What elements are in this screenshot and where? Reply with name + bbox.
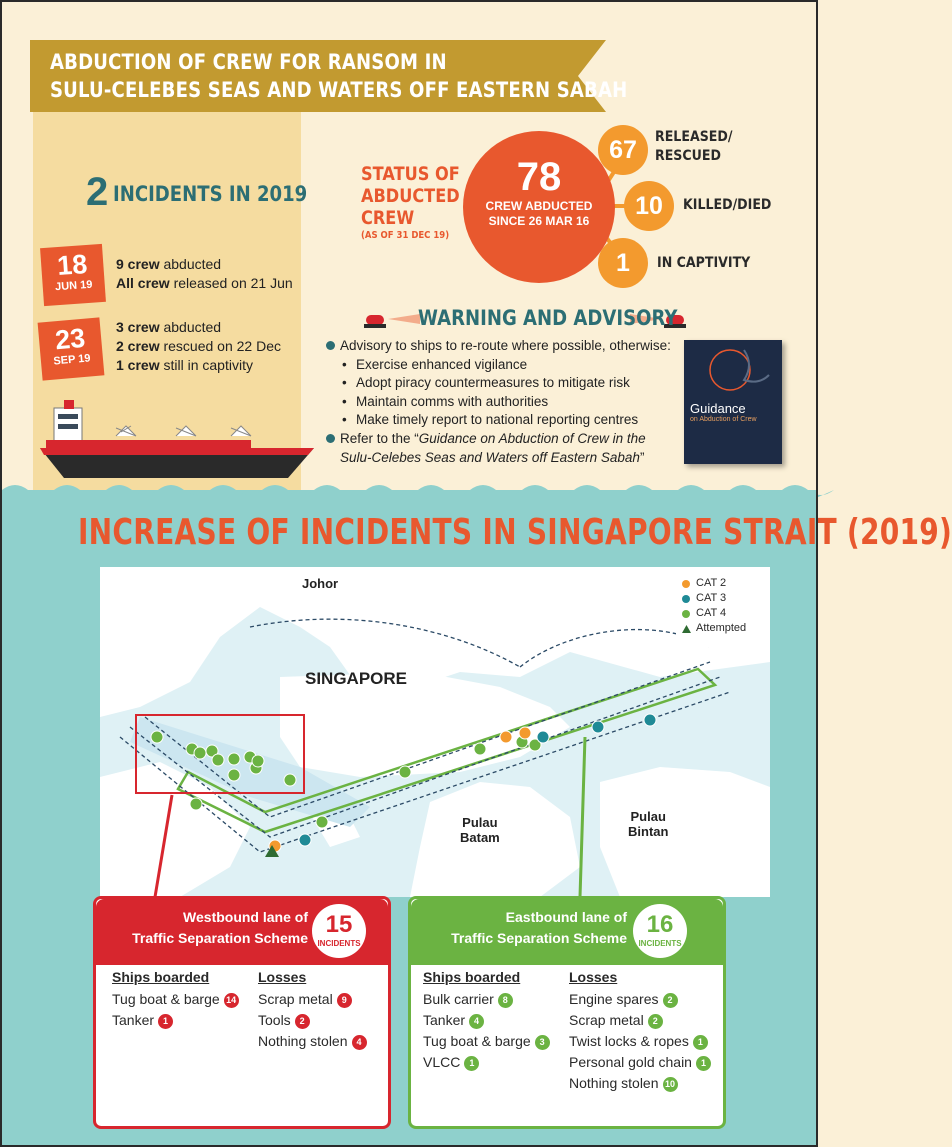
ship-type: Tug boat & barge (423, 1033, 531, 1049)
westbound-losses-list (258, 989, 367, 1052)
booklet-title: Guidance (690, 401, 746, 416)
status-line: ABDUCTED (361, 185, 460, 207)
loss-count: 2 (295, 1014, 310, 1029)
incident-dot-cat4 (228, 753, 240, 765)
label-johor: Johor (302, 576, 339, 591)
legend-attempted-icon (682, 625, 691, 633)
guidance-booklet-cover (684, 340, 782, 464)
advisory-intro: Advisory to ships to re-route where possible, otherwise: (326, 337, 676, 356)
event-text: rescued on 22 Dec (159, 338, 281, 354)
wave-edge (2, 478, 816, 498)
advisory-bullet: • Maintain comms with authorities (326, 393, 676, 412)
loss-count: 9 (337, 993, 352, 1008)
refer-suffix: ” (639, 449, 645, 465)
total-abducted-since: SINCE 26 MAR 16 (488, 214, 590, 228)
eastbound-title: Traffic Separation Scheme (451, 930, 627, 946)
incident-dot-cat4 (194, 747, 206, 759)
cargo-ship-illustration (36, 400, 316, 490)
killed-circle (624, 181, 674, 231)
legend-cat3-dot (682, 595, 690, 603)
westbound-count: 15 (325, 911, 353, 938)
event-text-bold: 9 crew (116, 256, 160, 272)
westbound-title: Traffic Separation Scheme (132, 930, 308, 946)
westbound-count-badge (312, 904, 366, 958)
loss-type: Personal gold chain (569, 1054, 692, 1070)
advisory-list (326, 337, 676, 467)
event-text: abducted (159, 319, 222, 335)
label-singapore: SINGAPORE (305, 669, 408, 688)
released-value: 67 (609, 136, 637, 164)
loss-count: 1 (696, 1056, 711, 1071)
eastbound-ships-header: Ships boarded (423, 969, 521, 985)
legend-cat2-dot (682, 580, 690, 588)
ship-type: Bulk carrier (423, 991, 494, 1007)
event-text-bold: 2 crew (116, 338, 160, 354)
captivity-label: IN CAPTIVITY (657, 255, 751, 271)
loss-count: 1 (693, 1035, 708, 1050)
refer-prefix: Refer to the “ (340, 430, 419, 446)
incident-dot-cat4 (252, 755, 264, 767)
westbound-losses-header: Losses (258, 969, 307, 985)
ship-count: 1 (158, 1014, 173, 1029)
map-graphic (100, 567, 770, 897)
date-badge (40, 244, 106, 306)
legend-attempted: Attempted (696, 622, 747, 634)
ship-type: Tanker (423, 1012, 466, 1028)
incident-dot-cat4 (316, 816, 328, 828)
loss-count: 2 (663, 993, 678, 1008)
incident-dot-cat4 (190, 798, 202, 810)
incident-dot-cat4 (151, 731, 163, 743)
incident-dot-cat2 (519, 727, 531, 739)
incident-dot-cat3 (592, 721, 604, 733)
loss-type: Scrap metal (258, 991, 333, 1007)
loss-type: Tools (258, 1012, 291, 1028)
ship-type: VLCC (423, 1054, 461, 1070)
westbound-ships-header: Ships boarded (112, 969, 210, 985)
incidents-2019-heading (86, 170, 339, 215)
incident-dot-cat4 (212, 754, 224, 766)
killed-label: KILLED/DIED (683, 197, 772, 213)
eastbound-count-label: INCIDENTS (638, 939, 682, 948)
incidents-label: INCIDENTS IN 2019 (112, 182, 307, 206)
incident-dot-cat2 (500, 731, 512, 743)
incident-dot-cat4 (399, 766, 411, 778)
legend-cat2: CAT 2 (696, 577, 727, 589)
incidents-count: 2 (86, 170, 109, 214)
banner-line-2: SULU-CELEBES SEAS AND WATERS OFF EASTERN SABAH (50, 78, 628, 102)
event-text: abducted (159, 256, 222, 272)
refer-title: Guidance on Abduction of Crew in the Sulu-Celebes Seas and Waters off Eastern Sabah (340, 430, 646, 465)
released-label (655, 128, 732, 166)
date-day: 23 (53, 322, 87, 356)
title-banner-text (30, 40, 628, 112)
warning-title: WARNING AND ADVISORY (418, 306, 678, 330)
loss-count: 4 (352, 1035, 367, 1050)
incident-dot-cat3 (537, 731, 549, 743)
loss-type: Engine spares (569, 991, 659, 1007)
siren-icon (362, 307, 422, 329)
total-abducted-circle (463, 131, 615, 283)
event-1-text (116, 255, 293, 293)
ship-count: 3 (535, 1035, 550, 1050)
ship-count: 4 (469, 1014, 484, 1029)
incident-dot-cat3 (299, 834, 311, 846)
released-label-line: RESCUED (655, 148, 721, 164)
released-circle (598, 125, 648, 175)
event-text-bold: 3 crew (116, 319, 160, 335)
advisory-refer (326, 430, 676, 467)
status-line: STATUS OF (361, 163, 460, 185)
incident-dot-cat3 (644, 714, 656, 726)
ship-count: 8 (498, 993, 513, 1008)
legend-cat3: CAT 3 (696, 592, 727, 604)
date-day: 18 (56, 249, 89, 282)
ship-count: 1 (464, 1056, 479, 1071)
loss-count: 2 (648, 1014, 663, 1029)
captivity-circle (598, 238, 648, 288)
ship-type: Tug boat & barge (112, 991, 220, 1007)
legend-cat4: CAT 4 (696, 607, 727, 619)
event-text: released on 21 Jun (169, 275, 293, 291)
eastbound-losses-header: Losses (569, 969, 618, 985)
captivity-value: 1 (616, 249, 630, 277)
label-bintan-line: Pulau (630, 809, 666, 824)
date-month: SEP 19 (52, 352, 91, 368)
label-bintan (628, 809, 668, 839)
event-text-bold: 1 crew (116, 357, 160, 373)
advisory-bullet: • Exercise enhanced vigilance (326, 356, 676, 375)
eastbound-title: Eastbound lane of (505, 909, 627, 925)
westbound-title: Westbound lane of (183, 909, 308, 925)
singapore-strait-map (100, 567, 770, 897)
incident-dot-cat4 (284, 774, 296, 786)
eastbound-card (408, 896, 726, 1129)
label-batam (460, 815, 500, 845)
loss-type: Nothing stolen (258, 1033, 348, 1049)
advisory-bullet: • Make timely report to national reporting centres (326, 411, 676, 430)
map-legend (676, 571, 760, 647)
date-month: JUN 19 (54, 278, 93, 294)
loss-type: Nothing stolen (569, 1075, 659, 1091)
total-abducted-label: CREW ABDUCTED (485, 199, 593, 213)
status-line: CREW (361, 207, 415, 229)
killed-value: 10 (635, 192, 663, 220)
eastbound-ships-list (423, 989, 550, 1073)
event-text-bold: All crew (116, 275, 170, 291)
label-bintan-line: Bintan (628, 824, 669, 839)
eastbound-count: 16 (646, 911, 674, 938)
loss-type: Twist locks & ropes (569, 1033, 689, 1049)
singapore-strait-title: INCREASE OF INCIDENTS IN SINGAPORE STRAIT (2019) (78, 512, 952, 553)
event-2-text (116, 318, 281, 375)
status-heading (361, 163, 460, 243)
total-abducted-value: 78 (516, 155, 562, 199)
eastbound-count-badge (633, 904, 687, 958)
westbound-card (93, 896, 391, 1129)
booklet-subtitle: on Abduction of Crew (690, 416, 757, 423)
label-batam-line: Pulau (462, 815, 498, 830)
ship-count: 14 (224, 993, 239, 1008)
ship-type: Tanker (112, 1012, 155, 1028)
loss-type: Scrap metal (569, 1012, 644, 1028)
status-as-of: (AS OF 31 DEC 19) (361, 230, 450, 241)
advisory-bullet: • Adopt piracy countermeasures to mitigate risk (326, 374, 676, 393)
event-text: still in captivity (159, 357, 253, 373)
banner-line-1: ABDUCTION OF CREW FOR RANSOM IN (50, 50, 447, 74)
legend-cat4-dot (682, 610, 690, 618)
date-badge (38, 317, 105, 380)
eastbound-losses-list (569, 989, 711, 1094)
incident-dot-cat4 (474, 743, 486, 755)
released-label-line: RELEASED/ (655, 129, 733, 145)
label-batam-line: Batam (460, 830, 500, 845)
westbound-count-label: INCIDENTS (317, 939, 361, 948)
incident-dot-cat4 (228, 769, 240, 781)
booklet-map-graphic (684, 340, 782, 400)
westbound-ships-list (112, 989, 239, 1031)
loss-count: 10 (663, 1077, 678, 1092)
